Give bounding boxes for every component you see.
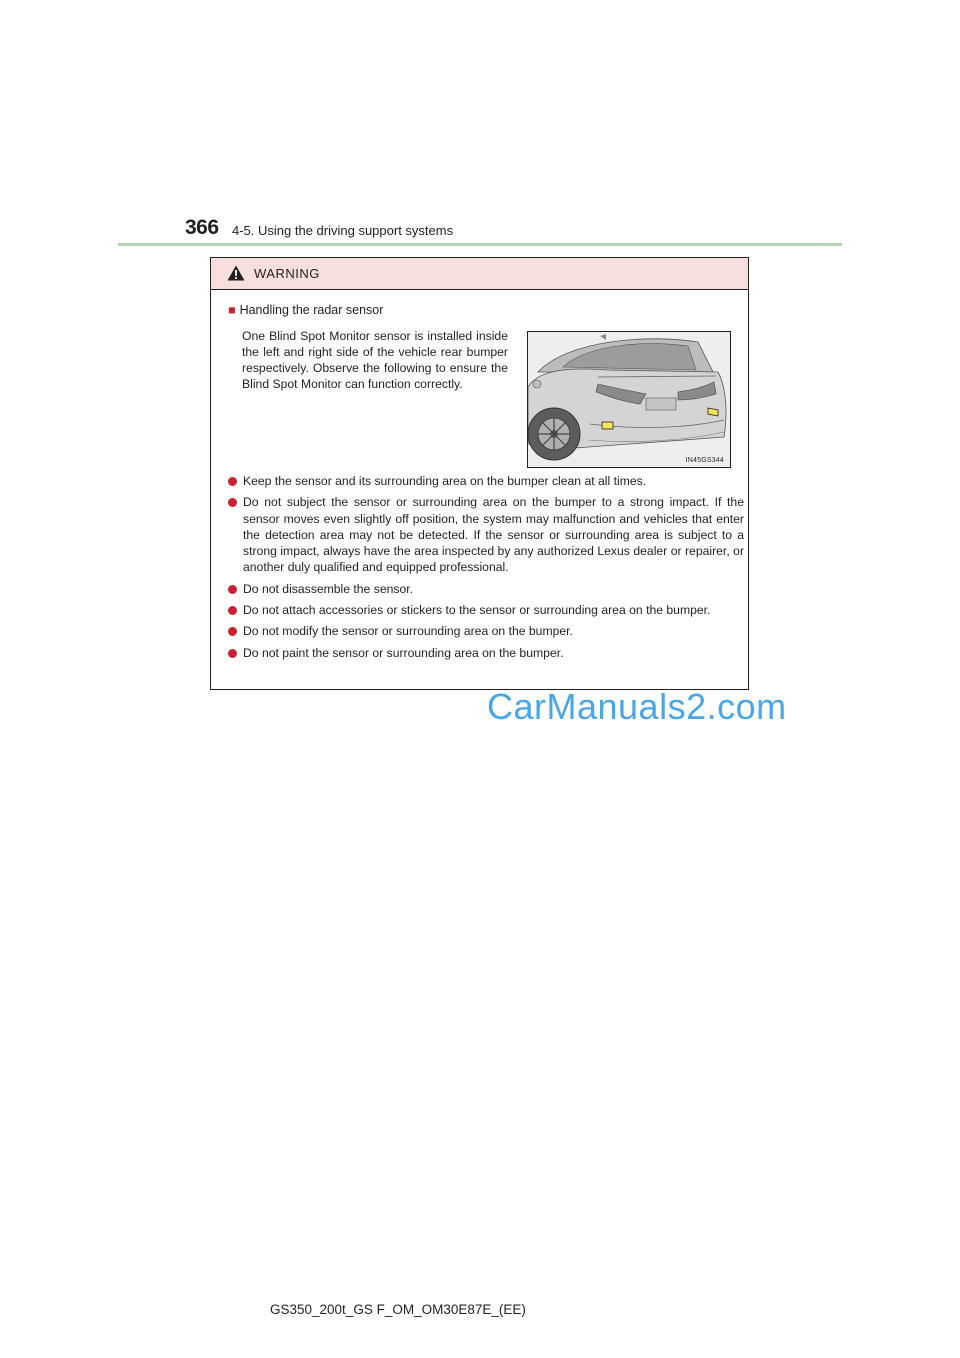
list-item: Do not disassemble the sensor. <box>228 581 744 597</box>
warning-header <box>211 258 748 290</box>
warning-triangle-icon <box>227 265 245 281</box>
subheading-text: Handling the radar sensor <box>239 303 384 317</box>
footer-model-code: GS350_200t_GS F_OM_OM30E87E_(EE) <box>270 1302 526 1317</box>
page-number: 366 <box>185 216 219 239</box>
bullet-dot-icon <box>228 649 237 658</box>
bullet-dot-icon <box>228 498 237 507</box>
bullet-dot-icon <box>228 477 237 486</box>
list-item: Do not paint the sensor or surrounding area on the bumper. <box>228 645 744 661</box>
watermark-logo: CarManuals2.com <box>487 686 787 727</box>
intro-paragraph: One Blind Spot Monitor sensor is installed inside the left and right side of the vehicle rear bumper respectively. Observe the following to ensure the Blind Spot Monitor can function correctly. <box>242 329 508 391</box>
square-bullet-icon: ■ <box>228 303 236 317</box>
car-rear-view-illustration <box>528 332 730 467</box>
bullet-dot-icon <box>228 606 237 615</box>
bullet-dot-icon <box>228 627 237 636</box>
list-item: Do not modify the sensor or surrounding area on the bumper. <box>228 623 744 639</box>
header-rule <box>118 243 842 246</box>
warning-subheading <box>228 303 383 317</box>
figure-code: IN45GS344 <box>685 457 724 464</box>
warning-box <box>210 257 749 690</box>
list-item: Keep the sensor and its surrounding area on the bumper clean at all times. <box>228 473 744 489</box>
list-item: Do not attach accessories or stickers to the sensor or surrounding area on the bumper. <box>228 602 744 618</box>
warning-title: WARNING <box>254 266 320 281</box>
rear-bumper-sensor-illustration <box>527 331 731 468</box>
section-title: 4-5. Using the driving support systems <box>232 223 454 238</box>
list-item: Do not subject the sensor or surrounding area on the bumper to a strong impact. If the sensor moves even slightly off position, the system may malfunction and vehicles that enter the detection area may not be detected. If the sensor or surrounding area is subject to a strong impact, always have the area inspected by any authorized Lexus dealer or repairer, or another duly qualified and equipped professional. <box>228 494 744 575</box>
bullet-list <box>228 473 744 666</box>
bullet-dot-icon <box>228 585 237 594</box>
